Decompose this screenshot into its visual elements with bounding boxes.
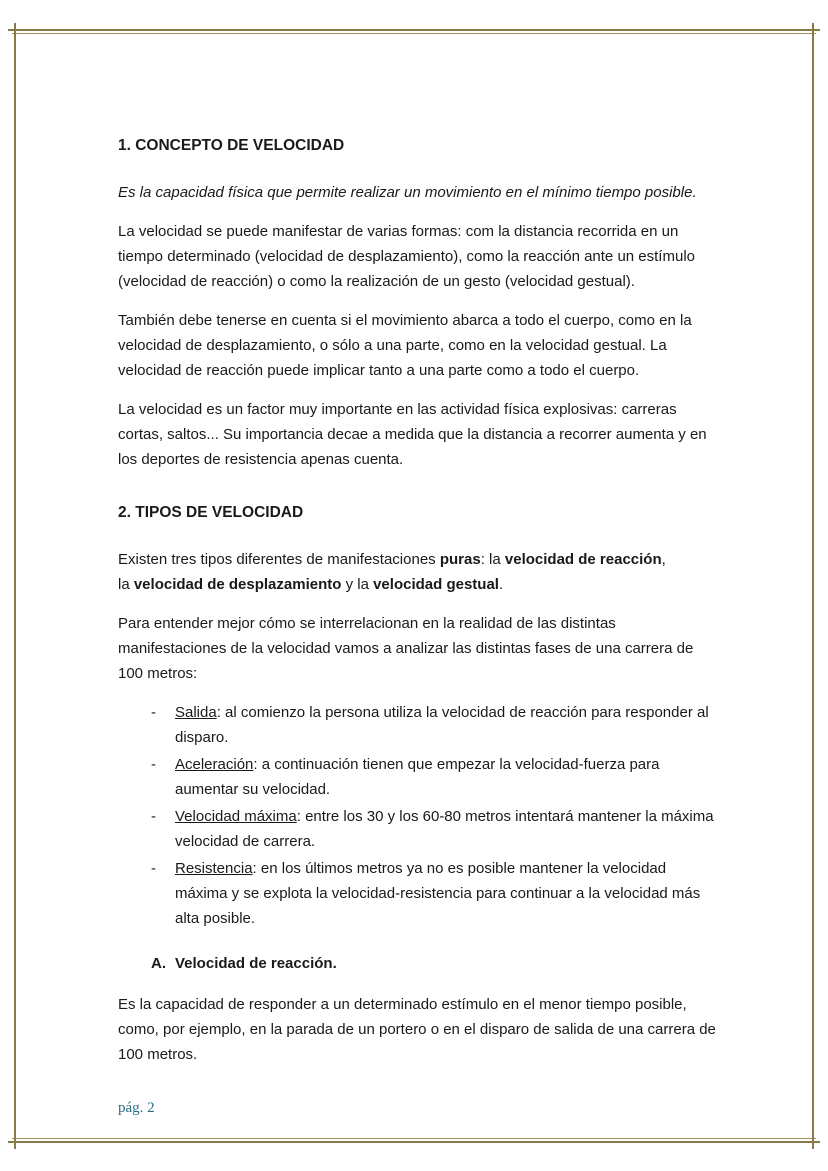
list-item-velocidad-maxima	[118, 804, 718, 854]
text-run: y la	[341, 576, 374, 593]
section-2-paragraph-1	[118, 547, 718, 597]
text-run: .	[498, 576, 504, 593]
list-item-aceleracion	[118, 752, 718, 802]
section-1-paragraph-3: La velocidad es un factor muy importante en las actividad física explosivas: carreras cortas, saltos... Su importancia decae a medida que la distancia a recorrer aumenta y en los deportes de resistencia apenas cuenta.	[118, 401, 707, 468]
page-border-top	[8, 29, 820, 31]
section-2-paragraph-2: Para entender mejor cómo se interrelacionan en la realidad de las distintas manifestaciones de la velocidad vamos a analizar las distintas fases de una carrera de 100 metros:	[118, 615, 694, 682]
page-border-bottom	[8, 1141, 820, 1143]
text-run: Existen tres tipos diferentes de manifestaciones	[118, 551, 440, 568]
velocity-definition: Es la capacidad física que permite realizar un movimiento en el mínimo tiempo posible.	[118, 184, 697, 201]
dash-bullet: -	[151, 860, 156, 877]
text-run-bold: velocidad gestual	[373, 576, 499, 593]
text-run: la	[118, 576, 134, 593]
page-border-left	[14, 23, 16, 1149]
list-text: : en los últimos metros ya no es posible mantener la velocidad máxima y se explota la velocidad-resistencia para continuar a la velocidad más alta posible.	[175, 860, 701, 927]
list-item-resistencia	[118, 856, 718, 931]
list-item-salida	[118, 700, 718, 750]
page-number: pág. 2	[118, 1100, 155, 1116]
section-1-paragraph-2: También debe tenerse en cuenta si el movimiento abarca a todo el cuerpo, como en la velocidad de desplazamiento, o sólo a una parte, como en la velocidad gestual. La velocidad de reacción puede implicar tanto a una parte como a todo el cuerpo.	[118, 312, 692, 379]
list-term: Salida	[175, 704, 217, 721]
subsection-letter: A.	[151, 955, 166, 972]
dash-bullet: -	[151, 756, 156, 773]
section-2-heading: 2. TIPOS DE VELOCIDAD	[118, 504, 304, 521]
section-2-paragraph-3: Es la capacidad de responder a un determinado estímulo en el menor tiempo posible, como, por ejemplo, en la parada de un portero o en el disparo de salida de una carrera de 100 metros.	[118, 996, 716, 1063]
text-run: ,	[661, 551, 666, 568]
page-border-right	[812, 23, 814, 1149]
page-border-bottom-inner	[12, 1138, 816, 1139]
list-text: : entre los 30 y los 60-80 metros intentará mantener la máxima velocidad de carrera.	[175, 808, 714, 850]
list-text: : al comienzo la persona utiliza la velocidad de reacción para responder al disparo.	[175, 704, 709, 746]
text-run: : la	[480, 551, 505, 568]
subsection-title: Velocidad de reacción.	[175, 955, 337, 972]
list-term: Resistencia	[175, 860, 253, 877]
subsection-a-heading	[118, 951, 718, 976]
document-body	[118, 133, 718, 1081]
page-border-top-inner	[12, 33, 816, 34]
section-1-paragraph-1: La velocidad se puede manifestar de varias formas: com la distancia recorrida en un tiempo determinado (velocidad de desplazamiento), como la reacción ante un estímulo (velocidad de reacción) o como la realización de un gesto (velocidad gestual).	[118, 223, 695, 290]
race-phases-list	[118, 700, 718, 931]
list-text: : a continuación tienen que empezar la velocidad-fuerza para aumentar su velocidad.	[175, 756, 660, 798]
list-term: Aceleración	[175, 756, 254, 773]
list-term: Velocidad máxima	[175, 808, 297, 825]
text-run-bold: velocidad de desplazamiento	[133, 576, 342, 593]
section-1-heading: 1. CONCEPTO DE VELOCIDAD	[118, 137, 345, 154]
dash-bullet: -	[151, 808, 156, 825]
dash-bullet: -	[151, 704, 156, 721]
text-run-bold: velocidad de reacción	[504, 551, 662, 568]
text-run-bold: puras	[439, 551, 481, 568]
